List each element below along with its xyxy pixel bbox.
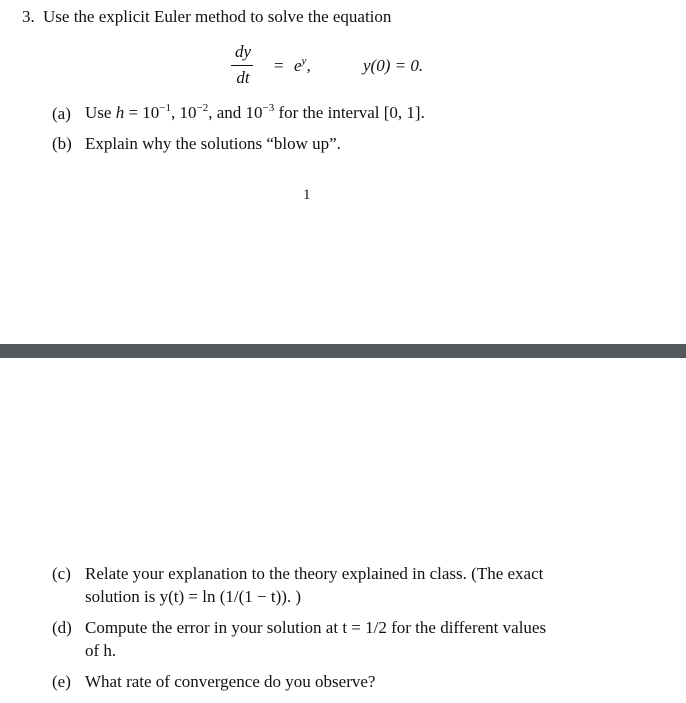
part-b-label: (b): [52, 134, 72, 153]
part-a-post: for the interval [0, 1].: [274, 103, 425, 122]
initial-condition: y(0) = 0.: [363, 56, 424, 75]
part-a-mid3: , and 10: [208, 103, 263, 122]
part-e-text: What rate of convergence do you observe?: [85, 672, 376, 691]
part-c-line1: Relate your explanation to the theory explained in class. (The exact: [85, 564, 544, 583]
part-a-text: [85, 101, 425, 124]
rhs-base: e: [294, 56, 302, 75]
part-a-exp2: −2: [196, 102, 209, 114]
part-a-exp3: −3: [262, 102, 275, 114]
page-separator: [0, 344, 686, 358]
ode-equation: [230, 42, 490, 92]
part-d-line2: of h.: [85, 641, 117, 660]
fraction-numerator: dy: [234, 42, 252, 61]
rhs-exponent: y: [301, 55, 307, 67]
part-b-text: Explain why the solutions “blow up”.: [85, 134, 341, 153]
part-a-exp1: −1: [159, 102, 172, 114]
page-number: 1: [303, 187, 311, 203]
equation-rhs: [294, 56, 311, 76]
part-d-line1: Compute the error in your solution at t = 1/2 for the different values: [85, 618, 547, 637]
problem-number: 3.: [22, 7, 35, 26]
equals-sign: =: [274, 56, 284, 75]
part-c-label: (c): [52, 564, 71, 583]
part-e-label: (e): [52, 672, 71, 691]
page-2: [0, 358, 686, 703]
page-1: [0, 0, 686, 344]
fraction-denominator: dt: [236, 68, 250, 87]
problem-statement: Use the explicit Euler method to solve the equation: [43, 7, 392, 26]
fraction-bar: [231, 65, 253, 66]
rhs-comma: ,: [306, 56, 311, 75]
part-a-h: h: [115, 103, 125, 122]
part-c-line2: solution is y(t) = ln (1/(1 − t)). ): [85, 587, 302, 606]
part-a-pre: Use: [85, 103, 116, 122]
part-d-label: (d): [52, 618, 72, 637]
part-a-label: (a): [52, 104, 71, 123]
part-a-mid1: = 10: [124, 103, 160, 122]
part-a-mid2: , 10: [171, 103, 197, 122]
